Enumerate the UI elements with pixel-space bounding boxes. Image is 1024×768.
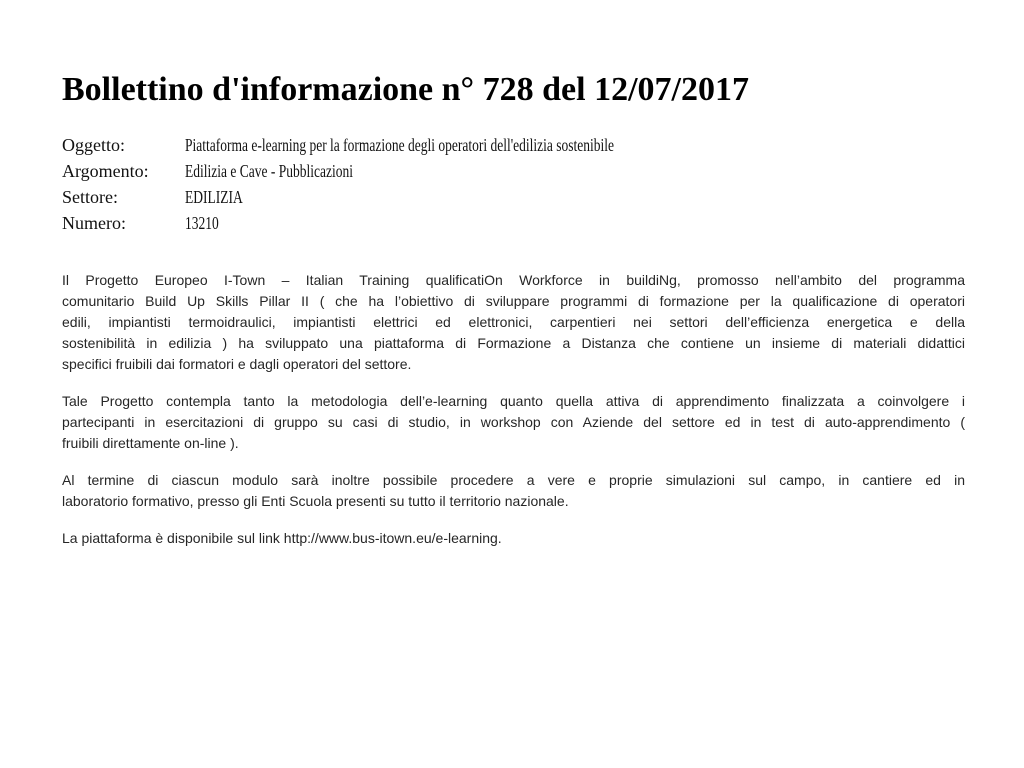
meta-table [62,132,965,236]
body-paragraph [62,270,965,375]
paragraph-line: Al termine di ciascun modulo sarà inoltre possibile procedere a vere e proprie simulazioni sul campo, in cantiere ed in [62,472,965,488]
meta-value: Piattaforma e-learning per la formazione degli operatori dell'edilizia sostenibile [185,135,615,155]
paragraph-line: sostenibilità in edilizia ) ha sviluppato una piattaforma di Formazione a Distanza che contiene un insieme di materiali didattici [62,335,965,351]
meta-label: Settore: [62,187,118,207]
meta-row-numero [62,210,965,236]
paragraph-line: laboratorio formativo, presso gli Enti Scuola presenti su tutto il territorio nazionale. [62,493,569,509]
paragraph-line: comunitario Build Up Skills Pillar II ( che ha l’obiettivo di sviluppare programmi di formazione per la qualificazione di operatori [62,293,965,309]
page-title: Bollettino d'informazione n° 728 del 12/07/2017 [62,71,749,108]
meta-label: Numero: [62,213,126,233]
meta-value: EDILIZIA [185,187,243,207]
meta-value: Edilizia e Cave - Pubblicazioni [185,161,353,181]
paragraph-line: Tale Progetto contempla tanto la metodologia dell’e-learning quanto quella attiva di apprendimento finalizzata a coinvolgere i [62,393,965,409]
meta-row-oggetto [62,132,965,158]
article-body [62,270,965,549]
meta-label: Argomento: [62,161,149,181]
body-paragraph [62,391,965,454]
paragraph-line: Il Progetto Europeo I-Town – Italian Training qualificatiOn Workforce in buildiNg, promosso nell’ambito del programma [62,272,965,288]
paragraph-line: La piattaforma è disponibile sul link http://www.bus-itown.eu/e-learning. [62,530,502,546]
body-paragraph [62,470,965,512]
paragraph-line: specifici fruibili dai formatori e dagli operatori del settore. [62,356,412,372]
meta-label: Oggetto: [62,135,125,155]
body-paragraph [62,528,965,549]
paragraph-line: edili, impiantisti termoidraulici, impiantisti elettrici ed elettronici, carpentieri nei settori dell’efficienza energetica e della [62,314,965,330]
meta-value: 13210 [185,213,219,233]
meta-row-settore [62,184,965,210]
paragraph-line: partecipanti in esercitazioni di gruppo su casi di studio, in workshop con Aziende del settore ed in test di auto-apprendimento ( [62,414,965,430]
meta-row-argomento [62,158,965,184]
paragraph-line: fruibili direttamente on-line ). [62,435,239,451]
